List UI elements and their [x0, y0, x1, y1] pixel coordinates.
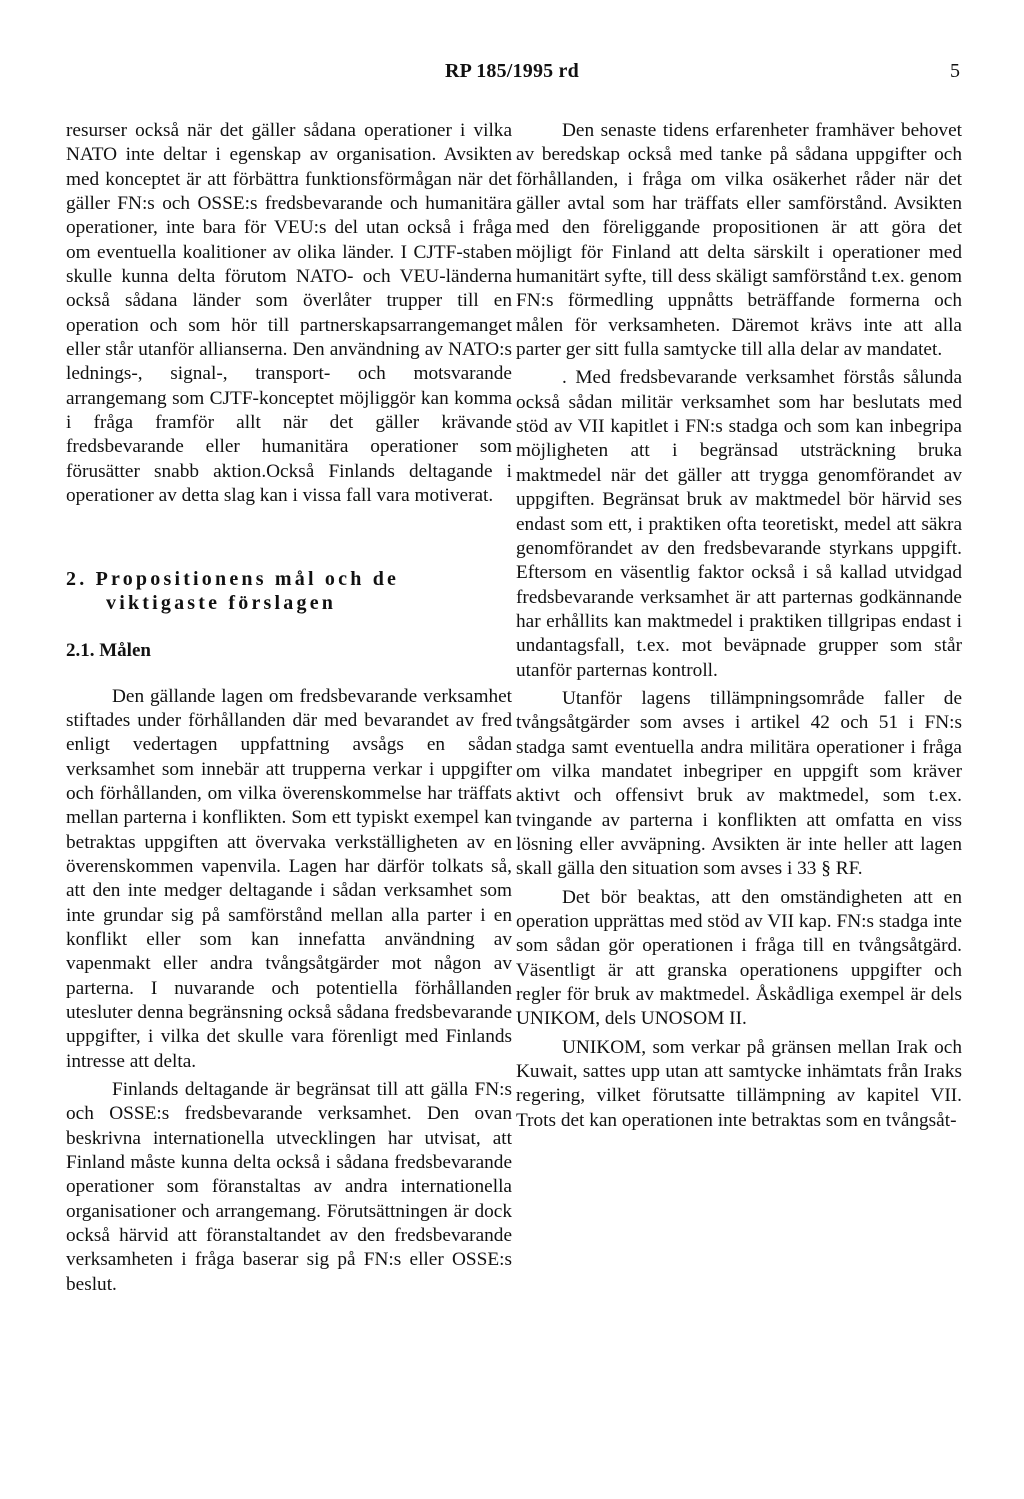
body-paragraph: Utanför lagens tillämpningsområde faller de tvångsåtgärder som avses i artikel 42 och 51 i FN:s stadga samt eventuella andra militära operationer i fråga om vilka mandatet inbegriper en uppgift som kräver aktivt och offensivt bruk av maktmedel, som t.ex. tvingande av parterna i konflikten att omfatta en viss lösning eller avväpning. Avsikten är inte heller att lagen skall gälla den situation som avses i 33 § RF. [516, 687, 962, 880]
body-paragraph: Finlands deltagande är begränsat till att gälla FN:s och OSSE:s fredsbevarande verksamhet. Den ovan beskrivna internationella utvecklingen har utvisat, att Finland måste kunna delta också i sådana fredsbevarande operationer som föranstaltas av andra internationella organisationer och arrangemang. Förutsättningen är dock också härvid att föranstaltandet av den fredsbevarande verksamheten i fråga baserar sig på FN:s eller OSSE:s beslut. [66, 1079, 512, 1295]
page-header [0, 60, 1024, 90]
body-paragraph: Det bör beaktas, att den omständigheten att en operation upprättas med stöd av VII kap. FN:s stadga inte som sådan gör operationen i fråga till en tvångsåtgärd. Väsentligt är att granska operationens uppgifter och regler för bruk av maktmedel. Åskådliga exempel är dels UNIKOM, dels UNOSOM II. [516, 886, 962, 1030]
body-paragraph: resurser också när det gäller sådana operationer i vilka NATO inte deltar i egenskap av organisation. Avsikten med konceptet är att förbättra funktionsförmågan när det gäller FN:s och OSSE:s fredsbevarande och humanitära operationer, inte bara för VEU:s del utan också i fråga om eventuella koalitioner av olika länder. I CJTF-staben skulle kunna delta förutom NATO- och VEU-länderna också sådana länder som överlåter trupper till en operation och som hör till partnerskapsarrangemanget eller står utanför allianserna. Den användning av NATO:s lednings-, signal-, transport- och motsvarande arrangemang som CJTF-konceptet möjliggör kan komma i fråga framför allt när det gäller krävande fredsbevarande eller humanitära operationer som förusätter snabb aktion.Också Finlands deltagande i operationer av detta slag kan i vissa fall vara motiverat. [66, 120, 512, 507]
subsection-heading: 2.1. Målen [66, 639, 151, 661]
left-column [66, 119, 512, 1297]
body-paragraph: . Med fredsbevarande verksamhet förstås sålunda också sådan militär verksamhet som har beslutats med stöd av VII kapitlet i FN:s stadga och som kan inbegripa möjligheten att i begränsad utsträckning bruka maktmedel när det gäller att trygga genomförandet av uppgiften. Begränsat bruk av maktmedel bör härvid ses endast som ett, i praktiken ofta teoretiskt, medel att säkra genomförandet av den fredsbevarande styrkans uppgift. Eftersom en väsentlig faktor också i så kallad utvidgad fredsbevarande verksamhet är att parternas godkännande har erhållits kan maktmedel i praktiken tillgripas endast i undantagsfall, t.ex. mot beväpnade grupper som står utanför parternas kontroll. [516, 367, 962, 681]
page-number: 5 [950, 60, 960, 82]
section-heading: 2. Propositionens mål och de viktigaste förslagen [66, 567, 400, 614]
body-paragraph: Den senaste tidens erfarenheter framhäver behovet av beredskap också med tanke på sådana uppgifter och förhållanden, i fråga om vilka osäkerhet råder när det gäller avtal som har träffats eller samförstånd. Avsikten med den föreliggande propositionen är att göra det möjligt för Finland att delta särskilt i operationer med humanitärt syfte, till dess skäligt samförstånd t.ex. genom FN:s förmedling uppnåtts beträffande formerna och målen för verksamheten. Däremot krävs inte att alla parter ger sitt fulla samtycke till alla delar av mandatet. [516, 120, 962, 361]
right-column [516, 119, 962, 1133]
running-head: RP 185/1995 rd [445, 60, 579, 82]
body-paragraph: Den gällande lagen om fredsbevarande verksamhet stiftades under förhållanden där med bevarandet av fred enligt vedertagen uppfattning avsågs en sådan verksamhet som innebär att trupperna verkar i uppgifter och förhållanden, om vilka överenskommelse har träffats mellan parterna i konflikten. Som ett typiskt exempel kan betraktas uppgiften att övervaka verkställigheten av en överenskommen vapenvila. Lagen har därför tolkats så, att den inte medger deltagande i sådan verksamhet som inte grundar sig på samförstånd mellan alla parter i en konflikt eller som kan innefatta användning av vapenmakt eller andra tvångsåtgärder mot någon av parterna. I nuvarande och potentiella förhållanden utesluter denna begränsning också sådana fredsbevarande uppgifter, i vilka det skulle vara förenligt med Finlands intresse att delta. [66, 685, 512, 1072]
body-paragraph: UNIKOM, som verkar på gränsen mellan Irak och Kuwait, sattes upp utan att samtycke inhämtats från Iraks regering, vilket förutsatte tillämpning av kapitel VII. Trots det kan operationen inte betraktas som en tvångsåt- [516, 1036, 962, 1131]
